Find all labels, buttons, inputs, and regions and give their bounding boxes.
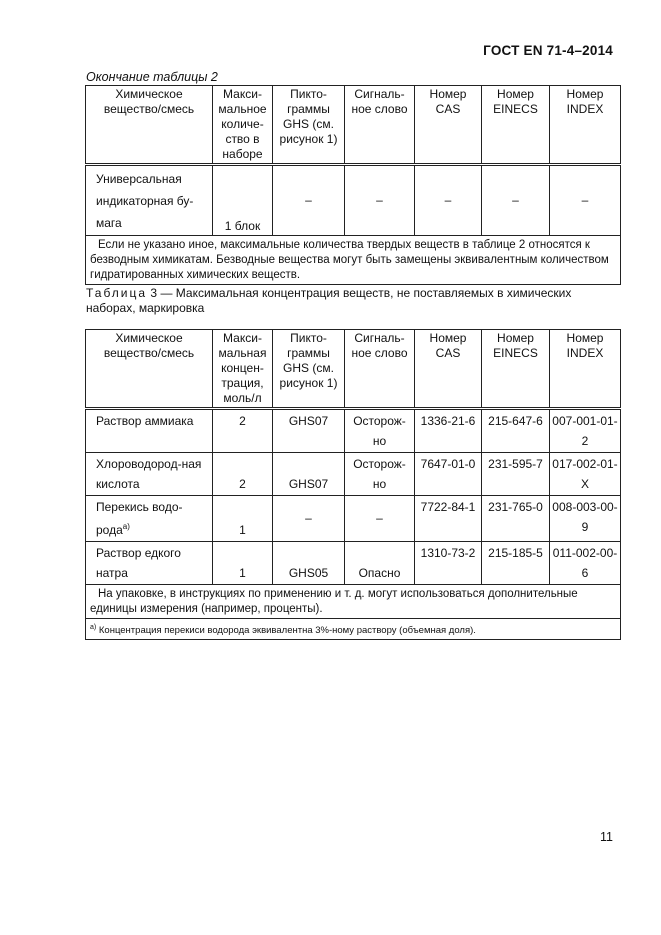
table-row [86,542,621,585]
table3-cell-einecs: 231-765-0 [482,496,550,542]
table3-cell-einecs: 231-595-7 [482,453,550,496]
table3-cell-cas: 1310-73-2 [415,542,482,585]
table-3 [85,329,621,640]
table3-footnote-text: Концентрация перекиси водорода эквивалентна 3%-ному раствору (объемная доля). [98,625,476,637]
table2-header-cas: Номер CAS [415,86,482,165]
table3-header-concentration: Макси-мальная концен-трация, моль/л [213,330,273,409]
table3-cell-signal: Опасно [345,542,415,585]
page-number: 11 [600,830,613,844]
table2-header-index: Номер INDEX [550,86,621,165]
table3-cell-signal: Осторож-но [345,453,415,496]
table3-cell-substance-text: Перекись водо-рода [96,500,183,537]
table3-cell-concentration: 2 [213,409,273,453]
table3-cell-substance: Хлороводород-ная кислота [86,453,213,496]
table3-caption-text: — Максимальная концентрация веществ, не поставляемых в химических наборах, маркировка [86,286,572,315]
table2-cell-signal: – [345,165,415,236]
table3-cell-ghs: – [273,496,345,542]
table3-cell-concentration: 1 [213,542,273,585]
table2-header-substance: Химическое вещество/смесь [86,86,213,165]
table3-cell-concentration: 1 [213,496,273,542]
table-row [86,409,621,453]
table3-note: На упаковке, в инструкциях по применению и т. д. могут использоваться дополнительные единицы измерения (например, проценты). [86,585,621,619]
table3-cell-cas: 7722-84-1 [415,496,482,542]
table3-cell-signal: Осторож-но [345,409,415,453]
table-row [86,496,621,542]
table3-cell-index: 008-003-00-9 [550,496,621,542]
table3-cell-index: 011-002-00-6 [550,542,621,585]
table3-caption [86,286,606,316]
document-code: ГОСТ EN 71-4–2014 [483,43,613,58]
table2-cell-cas: – [415,165,482,236]
table3-cell-einecs: 215-647-6 [482,409,550,453]
table3-cell-substance: Раствор аммиака [86,409,213,453]
table-row [86,165,621,236]
table3-header-row [86,330,621,409]
footnote-marker: а) [90,624,97,631]
table2-cell-index: – [550,165,621,236]
table-row [86,453,621,496]
table3-footnote [86,619,621,640]
table3-header-substance: Химическое вещество/смесь [86,330,213,409]
table3-cell-einecs: 215-185-5 [482,542,550,585]
table3-header-signal: Сигналь-ное слово [345,330,415,409]
table3-note-row [86,585,621,619]
table3-header-cas: Номер CAS [415,330,482,409]
table3-header-ghs: Пикто-граммы GHS (см. рисунок 1) [273,330,345,409]
table3-cell-index: 017-002-01-X [550,453,621,496]
table2-note: Если не указано иное, максимальные количества твердых веществ в таблице 2 относятся к безводным химикатам. Безводные вещества могут быть замещены эквивалентным количеством гидратированных химических веществ. [86,236,621,285]
table3-cell-index: 007-001-01-2 [550,409,621,453]
table2-header-einecs: Номер EINECS [482,86,550,165]
table3-cell-concentration: 2 [213,453,273,496]
table3-cell-ghs: GHS07 [273,453,345,496]
table3-header-einecs: Номер EINECS [482,330,550,409]
table3-cell-signal: – [345,496,415,542]
table2-note-row [86,236,621,285]
table3-footnote-row [86,619,621,640]
table2-cell-substance: Универсальная индикаторная бу-мага [86,165,213,236]
table-2 [85,85,621,285]
table2-header-quantity: Макси-мальное количе-ство в наборе [213,86,273,165]
table3-cell-substance [86,496,213,542]
table2-continuation-caption: Окончание таблицы 2 [86,70,218,84]
table3-caption-label: Таблица [86,286,148,300]
table3-cell-cas: 7647-01-0 [415,453,482,496]
table2-cell-quantity: 1 блок [213,165,273,236]
table3-cell-ghs: GHS05 [273,542,345,585]
table2-cell-einecs: – [482,165,550,236]
table2-header-row [86,86,621,165]
table3-caption-number: 3 [150,286,158,300]
table2-header-signal: Сигналь-ное слово [345,86,415,165]
table3-cell-substance: Раствор едкого натра [86,542,213,585]
table2-header-ghs: Пикто-граммы GHS (см. рисунок 1) [273,86,345,165]
table3-cell-ghs: GHS07 [273,409,345,453]
table2-cell-ghs: – [273,165,345,236]
footnote-marker: а) [122,522,130,531]
table3-header-index: Номер INDEX [550,330,621,409]
table3-cell-cas: 1336-21-6 [415,409,482,453]
